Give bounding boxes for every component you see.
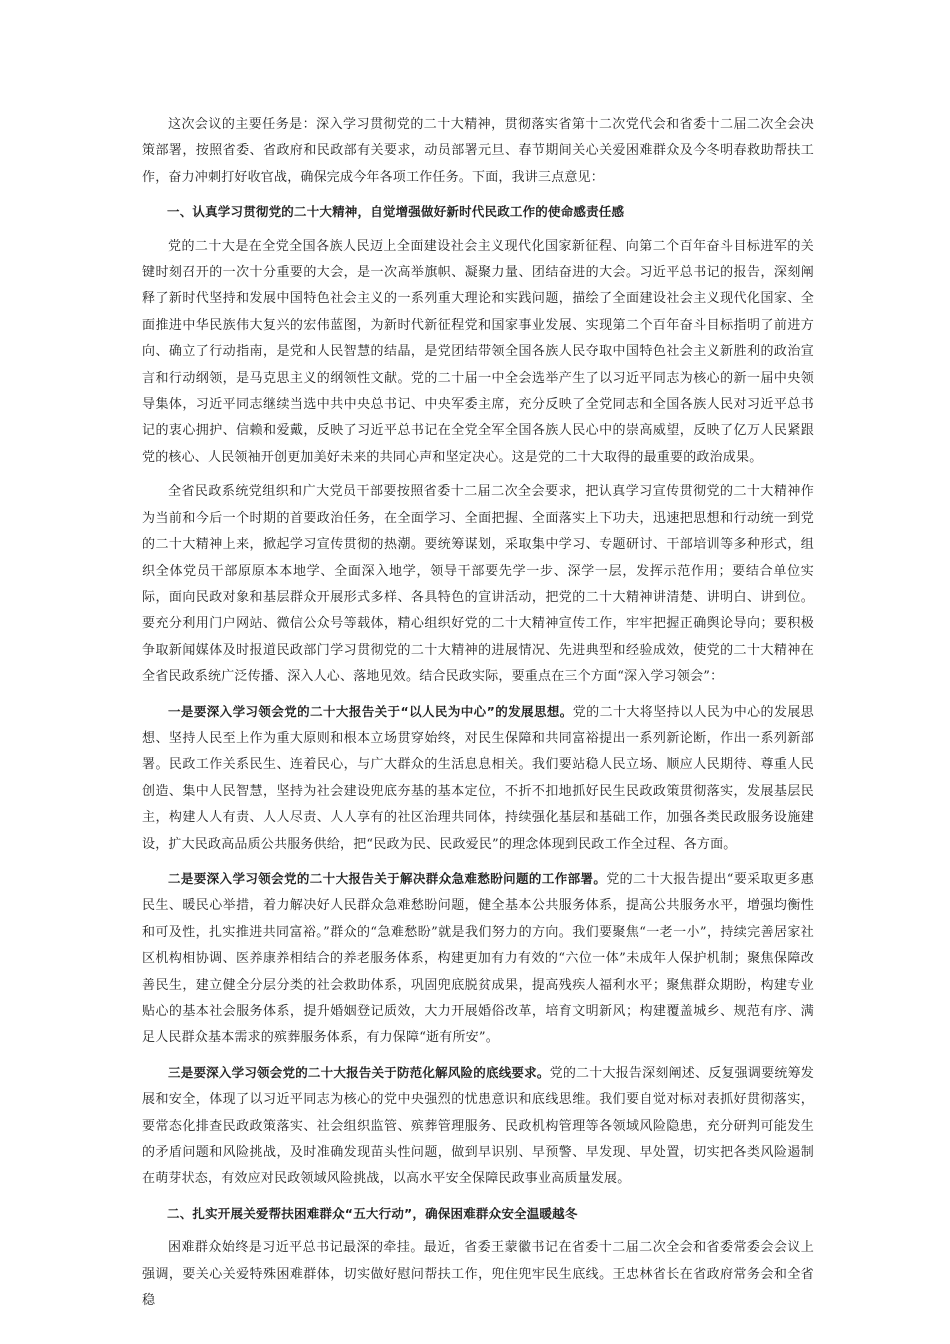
paragraph-5-lead: 三是要深入学习领会党的二十大报告关于防范化解风险的底线要求。 xyxy=(168,1064,550,1080)
section-heading-1: 一、认真学习贯彻党的二十大精神，自觉增强做好新时代民政工作的使命感责任感 xyxy=(167,204,625,220)
paragraph-5 xyxy=(142,1060,814,1193)
paragraph-3-lead: 一是要深入学习领会党的二十大报告关于“以人民为中心”的发展思想。 xyxy=(168,703,573,719)
paragraph-3-body: 党的二十大将坚持以人民为中心的发展思想、坚持人民至上作为重大原则和根本立场贯穿始终，对民生保障和共同富裕提出一系列新论断，作出一系列新部署。民政工作关系民生、连着民心，与广大群众的生活息息相关。我们要站稳人民立场、顺应人民期待、尊重人民创造、集中人民智慧，坚持为社会建设兜底夯基的基本定位，不折不扣地抓好民生民政政策贯彻落实，发展基层民主，构建人人有责、人人尽责、人人享有的社区治理共同体，持续强化基层和基础工作，加强各类民政服务设施建设，扩大民政高品质公共服务供给，把“民政为民、民政爱民”的理念体现到民政工作全过程、各方面。 xyxy=(142,704,814,852)
paragraph-3 xyxy=(142,699,814,858)
document-page xyxy=(142,112,814,1322)
paragraph-4-lead: 二是要深入学习领会党的二十大报告关于解决群众急难愁盼问题的工作部署。 xyxy=(168,870,607,886)
paragraph-4 xyxy=(142,866,814,1052)
intro-paragraph: 这次会议的主要任务是：深入学习贯彻党的二十大精神，贯彻落实省第十二次党代会和省委十二届二次全会决策部署，按照省委、省政府和民政部有关要求，动员部署元旦、春节期间关心关爱困难群众及今冬明春救助帮扶工作，奋力冲刺打好收官战，确保完成今年各项工作任务。下面，我讲三点意见： xyxy=(142,117,814,185)
paragraph-1: 党的二十大是在全党全国各族人民迈上全面建设社会主义现代化国家新征程、向第二个百年奋斗目标进军的关键时刻召开的一次十分重要的大会，是一次高举旗帜、凝聚力量、团结奋进的大会。习近平总书记的报告，深刻阐释了新时代坚持和发展中国特色社会主义的一系列重大理论和实践问题，描绘了全面建设社会主义现代化国家、全面推进中华民族伟大复兴的宏伟蓝图，为新时代新征程党和国家事业发展、实现第二个百年奋斗目标指明了前进方向、确立了行动指南，是党和人民智慧的结晶，是党团结带领全国各族人民夺取中国特色社会主义新胜利的政治宣言和行动纲领，是马克思主义的纲领性文献。党的二十届一中全会选举产生了以习近平同志为核心的新一届中央领导集体，习近平同志继续当选中共中央总书记、中央军委主席，充分反映了全党同志和全国各族人民对习近平总书记的衷心拥护、信赖和爱戴，反映了习近平总书记在全党全军全国各族人民心中的崇高威望，反映了亿万人民紧跟党的核心、人民领袖开创更加美好未来的共同心声和坚定决心。这是党的二十大取得的最重要的政治成果。 xyxy=(142,238,814,465)
paragraph-2: 全省民政系统党组织和广大党员干部要按照省委十二届二次全会要求，把认真学习宣传贯彻党的二十大精神作为当前和今后一个时期的首要政治任务，在全面学习、全面把握、全面落实上下功夫，迅速把思想和行动统一到党的二十大精神上来，掀起学习宣传贯彻的热潮。要统筹谋划，采取集中学习、专题研讨、干部培训等多种形式，组织全体党员干部原原本本地学、全面深入地学，领导干部要先学一步、深学一层，发挥示范作用；要结合单位实际，面向民政对象和基层群众开展形式多样、各具特色的宣讲活动，把党的二十大精神讲清楚、讲明白、讲到位。要充分利用门户网站、微信公众号等载体，精心组织好党的二十大精神宣传工作，牢牢把握正确舆论导向；要积极争取新闻媒体及时报道民政部门学习贯彻党的二十大精神的进展情况、先进典型和经验成效，使党的二十大精神在全省民政系统广泛传播、深入人心、落地见效。结合民政实际，要重点在三个方面“深入学习领会”： xyxy=(142,484,814,685)
paragraph-4-body: 党的二十大报告提出“要采取更多惠民生、暖民心举措，着力解决好人民群众急难愁盼问题，健全基本公共服务体系，提高公共服务水平，增强均衡性和可及性，扎实推进共同富裕。”群众的“急难愁盼”就是我们努力的方向。我们要聚焦“一老一小”，持续完善居家社区机构相协调、医养康养相结合的养老服务体系，构建更加有力有效的“六位一体”未成年人保护机制；聚焦保障改善民生，建立健全分层分类的社会救助体系，巩固兜底脱贫成果，提高残疾人福利水平；聚焦群众期盼，构建专业贴心的基本社会服务体系，提升婚姻登记质效，大力开展婚俗改革，培育文明新风；构建覆盖城乡、规范有序、满足人民群众基本需求的殡葬服务体系，有力保障“逝有所安”。 xyxy=(142,871,814,1046)
paragraph-6: 困难群众始终是习近平总书记最深的牵挂。最近，省委王蒙徽书记在省委十二届二次全会和省委常委会会议上强调，要关心关爱特殊困难群体，切实做好慰问帮扶工作，兜住兜牢民生底线。王忠林省长在省政府常务会和全省稳 xyxy=(142,1240,814,1309)
section-heading-2: 二、扎实开展关爱帮扶困难群众“五大行动”，确保困难群众安全温暖越冬 xyxy=(167,1205,578,1221)
paragraph-5-body: 党的二十大报告深刻阐述、反复强调要统筹发展和安全，体现了以习近平同志为核心的党中央强烈的忧患意识和底线思维。我们要自觉对标对表抓好贯彻落实，要常态化排查民政政策落实、社会组织监管、殡葬管理服务、民政机构管理等各领域风险隐患，充分研判可能发生的矛盾问题和风险挑战，及时准确发现苗头性问题，做到早识别、早预警、早发现、早处置，切实把各类风险遏制在萌芽状态，有效应对民政领域风险挑战，以高水平安全保障民政事业高质量发展。 xyxy=(142,1065,814,1187)
